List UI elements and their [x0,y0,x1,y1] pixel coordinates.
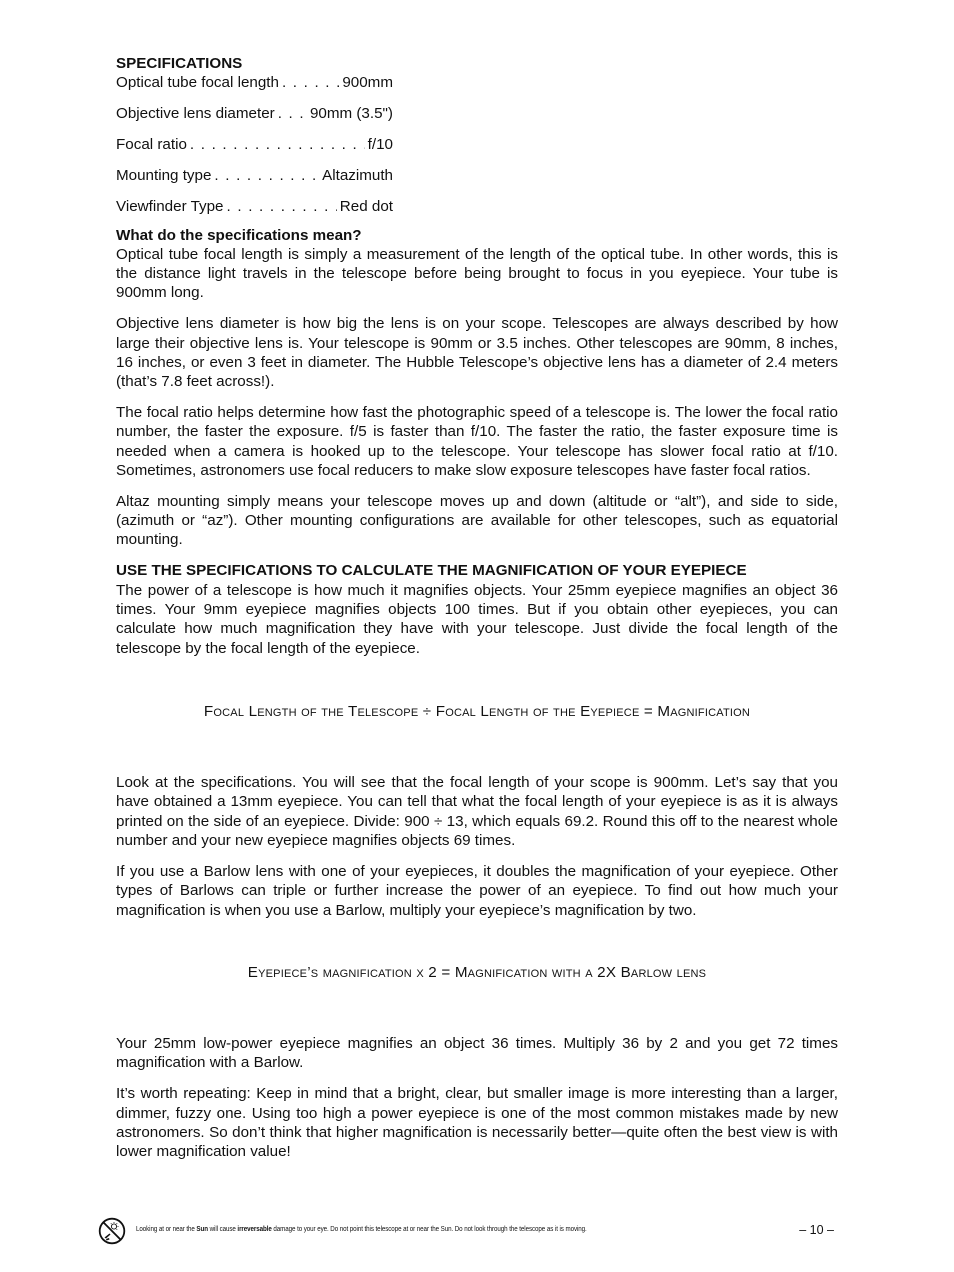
paragraph-lens-diameter: Objective lens diameter is how big the lens is on your scope. Telescopes are always described by how large their objective lens is. Your telescope is 90mm or 3.5 inches. Other telescopes are 90mm, 8 inches, 16 inches, or even 3 feet in diameter. The Hubble Telescope’s objective lens has a diameter of 2.4 meters (that’s 7.8 feet across!). [116,315,838,391]
spec-value: Red dot [339,198,393,216]
spec-label: Viewfinder Type [116,198,224,216]
spec-row-viewfinder-type [116,197,393,216]
spec-row-lens-diameter [116,104,393,123]
paragraph-mounting: Altaz mounting simply means your telescope moves up and down (altitude or “alt”), and side to side, (azimuth or “az”). Other mounting configurations are available for other telescopes, such as equatorial mounting. [116,492,838,549]
magnification-formula: Focal Length of the Telescope ÷ Focal Length of the Eyepiece = Magnification [203,702,751,720]
spec-value: Altazimuth [322,167,393,185]
leader-dots [214,166,319,185]
specifications-heading: SPECIFICATIONS [116,55,243,72]
paragraph-focal-ratio: The focal ratio helps determine how fast the photographic speed of a telescope is. The lower the focal ratio number, the faster the exposure. f/5 is faster than f/10. The faster the ratio, the faster exposure time is needed when a camera is hooked up to the telescope. Your telescope has slower focal ratio at f/10. Sometimes, astronomers use focal reducers to make slow exposure telescopes have faster focal ratios. [116,404,838,479]
paragraph-example: Look at the specifications. You will see that the focal length of your scope is 900mm. Let’s say that you have obtained a 13mm eyepiece. You can tell that what the focal length of your eyepiece is as it is always printed on the side of an eyepiece. Divide: 900 ÷ 13, which equals 69.2. Round this off to the nearest whole number and your new eyepiece magnifies objects 69 times. [116,774,838,850]
spec-row-mounting-type [116,166,393,185]
spec-value: f/10 [367,136,393,154]
barlow-formula: Eyepiece’s magnification x 2 = Magnification with a 2X Barlow lens [247,963,707,981]
leader-dots [190,135,365,154]
paragraph-barlow-example: Your 25mm low-power eyepiece magnifies an object 36 times. Multiply 36 by 2 and you get 72 times magnification with a Barlow. [116,1035,838,1072]
spec-row-focal-ratio [116,135,393,154]
spec-value: 90mm (3.5") [309,105,393,123]
magnification-heading: USE THE SPECIFICATIONS TO CALCULATE THE MAGNIFICATION OF YOUR EYEPIECE [116,562,747,580]
spec-label: Objective lens diameter [116,105,275,123]
sun-warning-text: Looking at or near the Sun will cause irreversable damage to your eye. Do not point this telescope at or near the Sun. Do not look through the telescope as it is moving. [136,1224,587,1233]
spec-row-focal-length [116,73,393,92]
page-content [116,54,838,1173]
spec-value: 900mm [342,74,393,92]
leader-dots [282,73,339,92]
spec-label: Focal ratio [116,136,187,154]
paragraph-focal-length: Optical tube focal length is simply a measurement of the length of the optical tube. In other words, this is the distance light travels in the telescope before being brought to focus in you eyepiece. Your tube is 900mm long. [116,245,838,302]
leader-dots [278,104,307,123]
spec-label: Mounting type [116,167,212,185]
paragraph-magnification-intro: The power of a telescope is how much it magnifies objects. Your 25mm eyepiece magnifies an object 36 times. Your 9mm eyepiece magnifies objects 100 times. But if you obtain other eyepieces, you can calculate how much magnification they have with your telescope. Just divide the focal length of the telescope by the focal length of the eyepiece. [116,581,838,657]
spec-label: Optical tube focal length [116,74,279,92]
leader-dots [227,197,337,216]
page-number: – 10 – [799,1223,834,1237]
paragraph-barlow: If you use a Barlow lens with one of your eyepieces, it doubles the magnification of your eyepiece. Other types of Barlows can triple or further increase the power of an eyepiece. To find out how much your magnification is when you use a Barlow, multiply your eyepiece’s magnification by two. [116,862,838,919]
footer [98,1217,838,1247]
no-sun-warning-icon [98,1217,126,1245]
paragraph-closing: It’s worth repeating: Keep in mind that a bright, clear, but smaller image is more interesting than a larger, dimmer, fuzzy one. Using too high a power eyepiece is one of the most common mistakes made by new astronomers. So don’t think that higher magnification is necessarily better—quite often the best view is with lower magnification value! [116,1085,838,1161]
meaning-heading: What do the specifications mean? [116,226,362,244]
